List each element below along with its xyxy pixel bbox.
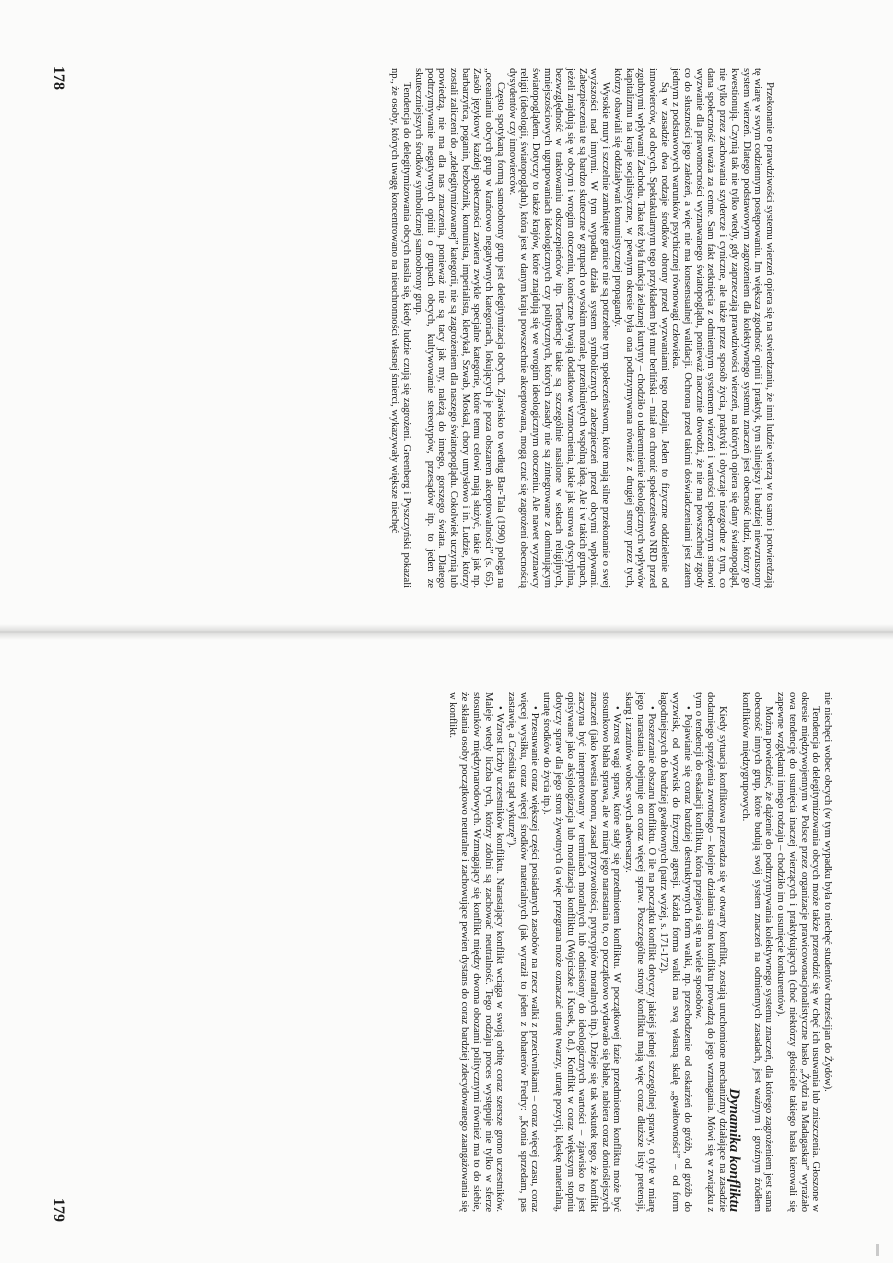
- paragraph: Są w zasadzie dwa rodzaje środków obrony przed wyzwaniami tego rodzaju. Jeden to fizyczne oddzielenie od innowierców, od obcych. Spektakularnym tego przykładem był mur berliński – miał on chronić społeczeństwo NRD przed zgubnymi wpływami Zachodu. Taka też była funkcja żelaznej kurtyny – chodziło o udaremnienie ideologicznych wpływów kapitalizmu na kraje socjalistyczne, w pewnym okresie była ona podtrzymywana również z drugiej strony przez tych, którzy obawiali się oddziaływań komunistycznej propagandy.: [611, 68, 670, 588]
- paragraph: Można powiedzieć, że dążenie do podtrzymywania kolektywnego systemu znaczeń, dla którego zagrożeniem jest sama obecność innych grup, które budują swój system znaczeń na odmiennych zasadach, jest ważnym i groźnym źródłem konfliktów międzygrupowych.: [740, 692, 775, 1212]
- section-heading: Dynamika konfliktu: [726, 1088, 743, 1212]
- page-number-right: 179: [50, 1198, 67, 1222]
- left-page: [0, 0, 893, 631]
- bullet-paragraph: • Wzrost liczby uczestników konfliktu. Narastający konflikt wciąga w swoją orbitę coraz szersze grono uczestników. Maleje wtedy liczba tych, którzy zdolni są zachować neutralność. Tego rodzaju proces występuje nie tylko w sferze stosunków międzynarodowych. Wzmagający się konflikt między dwoma obozami politycznymi również ma to do siebie, że skłania osoby początkowo neutralne i zachowujące pewien dystans do coraz bardziej zdecydowanego zaangażowania się w konflikt.: [447, 692, 506, 1212]
- bullet-paragraph: • Poszerzanie obszaru konfliktu. O ile na początku konflikt dotyczy jakiejś jednej szczególnej sprawy, o tyle w miarę jego narastania obejmuje on coraz więcej spraw. Poszczególne strony konfliktu mają więc coraz dłuższe listy pretensji, skarg i zarzutów wobec swych adwersarzy.: [623, 692, 658, 1212]
- paragraph: Tendencja do delegitymizowania obcych nasila się, kiedy ludzie czują się zagrożeni. Greenberg i Pyszczyński pokazali np., że osoby, których uwagę koncentrowano na nieuchronności własnej śmierci, wykazywały większe niechęć: [389, 68, 413, 588]
- paragraph: Kiedy sytuacja konfliktowa przeradza się w otwarty konflikt, zostają uruchomione mechanizmy działające na zasadzie dodatniego sprzężenia zwrotnego – kolejne działania stron konfliktu prowadzą do jego wzmagania. Mówi się w związku z tym o tendencji do eskalacji konfliktu, która przejawia się na wiele sposobów.: [693, 692, 728, 1212]
- paragraph: Przekonanie o prawdziwości systemu wierzeń opiera się na stwierdzaniu, że inni ludzie wierzą w to samo i potwierdzają tę wiarę w swym codziennym postępowaniu. Im większa zgodność opinii i praktyk, tym silniejszy i bardziej niewzruszony system wierzeń. Dlatego podstawowym zagrożeniem dla kolektywnego systemu znaczeń jest obecność ludzi, którzy go kwestionują. Czynią tak nie tylko wtedy, gdy zaprzeczają prawdziwości wierzeń, na których opiera się dany światopogląd, nie tylko przez zachowania szydercze i cyniczne, ale także przez sposób życia, praktyki i obyczaje niezgodne z tym, co dana społeczność uważa za cenne. Sam fakt zetknięcia z odmiennym systemem wierzeń i wartości społecznym stanowi wyzwanie dla prawomocności wyznawanego światopoglądu, ponieważ naocznie dowodzi, że nie ma powszechnej zgody co do słuszności jego założeń, a więc nie ma konsensualnej walidacji. Ochrona przed takimi doświadczeniami jest zatem jednym z podstawowych warunków psychicznej równowagi człowieka.: [670, 68, 775, 588]
- scan-smudge: [876, 1244, 879, 1256]
- bullet-paragraph: • Przesuwanie coraz większej części posiadanych zasobów na rzecz walki z przeciwnikami – coraz więcej czasu, coraz więcej wysiłku, coraz więcej środków materialnych (jak wyraził to jeden z bohaterów Fredry: „Konia sprzedam, pas zastawię, a Cześnika stąd wykurzę”).: [506, 692, 541, 1212]
- page-number-left: 178: [50, 66, 67, 90]
- right-page-text: [447, 692, 833, 1212]
- paragraph: nie niechęci wobec obcych (w tym wypadku była to niechęć studentów chrześcijan do Żydów).: [822, 692, 833, 1092]
- right-page: [0, 632, 893, 1263]
- paragraph: Tendencja do delegitymizowania obcych może także przerodzić się w chęć ich usuwania lub zniszczenia. Głoszone w okresie międzywojennym w Polsce przez organizacje prawicowonacjonalistyczne hasło „Żydzi na Madagaskar” wyrażało owa tendencję do usunięcia inaczej wierzących i praktykujących (choć niektórzy głosiciele takiego hasła kierowali się zapewne względami innego rodzaju – chodziło im o usunięcie konkurentów).: [775, 692, 822, 1212]
- paragraph: Często spotykaną formą samoobrony grup jest delegitymizacja obcych. Zjawisko to według Bar-Tala (1990) polega na „oceanianiu obcych grup w krańcowo negatywnych kategoriach, lokujących je poza obszarem akceptowalności” (s. 65). Zasób językowy każdej społeczności zawiera zwykle specjalne kategorie, które temu celowi mają służyć, takie jak np. barbarzyńca, poganin, bezbożnik, komunista, imperialista, klerykał, Szwab, Moskal, chory umysłowo i in. Ludzie, którzy zostali zaliczeni do „zdelegitymizowanej” kategorii, nie są zagrożeniem dla naszego światopoglądu. Cokolwiek uczynią lub powiedzą, nie ma dla nas znaczenia, ponieważ nie są tacy jak my, należą do innego, gorszego świata. Dlatego podtrzymywanie negatywnych opinii o grupach obcych, kultywowanie stereotypów, przesądów itp. to jeden ze skuteczniejszych środków symbolicznej samoobrony grup.: [412, 68, 506, 588]
- bullet-paragraph: • Wzrost wagi spraw, które stały się przedmiotem konfliktu. W początkowej fazie przedmiotem konfliktu może być stosunkowo błaha sprawa, ale w miarę jego narastania to, co początkowo wydawało się błahe, nabiera coraz donioślejszych znaczeń (jako kwestia honoru, zasad przyzwoitości, pryncypiów moralnych itp.). Dzieje się tak wskutek tego, że konflikt zaczyna być interpretowany w terminach moralnych lub odniesiony do ideologicznych wartości – zjawisko to jest opisywane jako aksjologizacja lub moralizacja konfliktu (Wojciszke i Kusek, b.d.). Konflikt w coraz większym stopniu dotyczy spraw dla jego stron żywotnych (a więc przegrana może oznaczać utratę twarzy, utratę pozycji, klęskę materialną, utratę środków do życia itp.).: [541, 692, 623, 1212]
- paragraph: Wysokie mury i szczelnie zamknięte granice nie są potrzebne tym społeczeństwom, które mają silne przekonanie o swej wyższości nad innymi. W tym wypadku działa system symbolicznych zabezpieczeń przed obcymi wpływami. Zabezpieczenia te są bardzo skuteczne w grupach o wysokim morale, przenikniętych wspólną ideą. Ale i w takich grupach, jeżeli znajdują się w obcym i wrogim otoczeniu, konieczne bywają dodatkowe wzmocnienia, takie jak surowa dyscyplina, bezwzględność w traktowaniu odszczepieńców itp. Tendencje takie są szczególnie nasilone w sektach religijnych, mniejszościowych ugrupowaniach ideologicznych czy politycznych, których zasady nie są zintegrowane z dominującym światopoglądem. Dotyczy to także krajów, które znajdują się we wrogim ideologicznym otoczeniu. Ale nawet wyznawcy religii (ideologii, światopoglądu), która jest w danym kraju powszechnie akceptowana, mogą czuć się zagrożeni obecnością dysydentów czy innowierców.: [506, 68, 612, 588]
- left-page-text: [389, 68, 775, 588]
- bullet-paragraph: • Pojawianie się coraz bardziej destruktywnych form walki, np. przechodzenie od oskarżeń do gróźb, od gróźb do wyzwisk, od wyzwisk do fizycznej agresji. Każda forma walki ma swą własną skalę „gwałtowności” – od form łagodniejszych do bardziej gwałtownych (patrz wyżej, s. 171-172).: [658, 692, 693, 1212]
